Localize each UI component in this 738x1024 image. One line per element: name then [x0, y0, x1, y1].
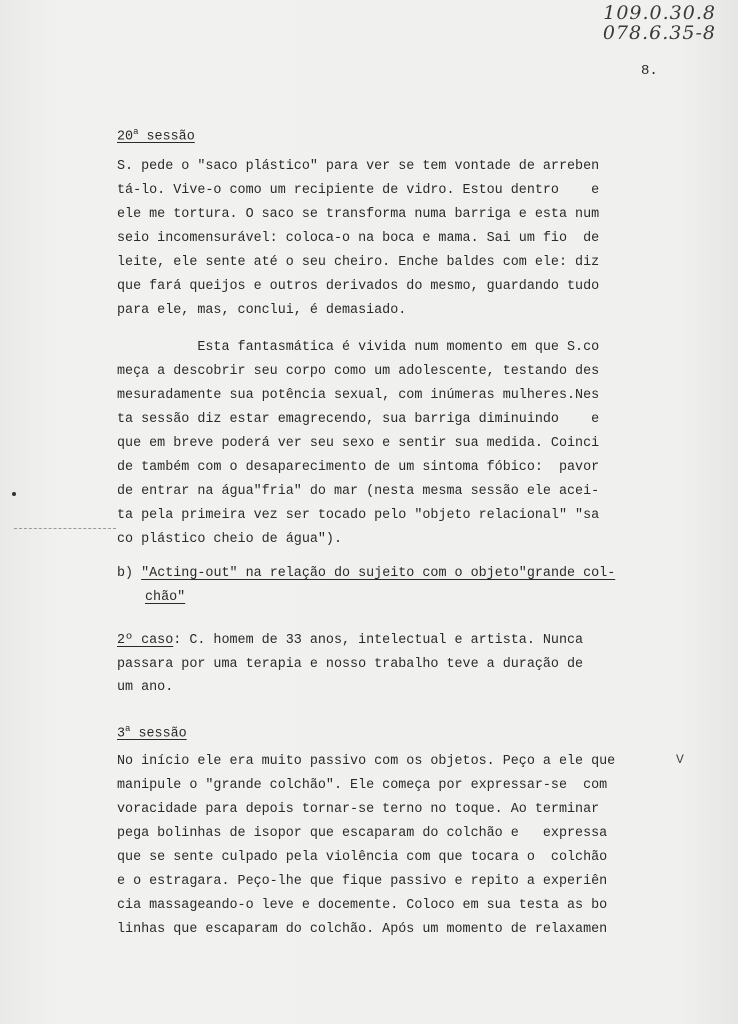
margin-check-mark: V: [676, 752, 684, 767]
paragraph-line: tá-lo. Vive-o como um recipiente de vidro. Estou dentro e: [117, 183, 600, 198]
paragraph-line: mesuradamente sua potência sexual, com inúmeras mulheres.Nes: [117, 388, 600, 403]
paragraph-line: linhas que escaparam do colchão. Após um momento de relaxamen: [117, 922, 608, 937]
paragraph-line: que em breve poderá ver seu sexo e sentir sua medida. Coinci: [117, 436, 600, 451]
section-heading-3: [117, 721, 187, 742]
heading-ordinal: a: [133, 127, 139, 137]
archive-code-2: 078.6.35-8: [602, 22, 716, 44]
case-label: 2º caso: [117, 633, 174, 648]
heading-text: sessão: [138, 129, 195, 145]
list-letter: b): [117, 566, 134, 581]
paragraph-line: No início ele era muito passivo com os objetos. Peço a ele que: [117, 754, 616, 769]
paragraph-line: para ele, mas, conclui, é demasiado.: [117, 303, 407, 318]
paragraph-line: de também com o desaparecimento de um sintoma fóbico: pavor: [117, 460, 600, 475]
paragraph-line: cia massageando-o leve e docemente. Coloco em sua testa as bo: [117, 898, 608, 913]
fold-line-mark: [14, 528, 116, 529]
binding-hole-mark: [12, 492, 16, 496]
paragraph-line: seio incomensurável: coloca-o na boca e mama. Sai um fio de: [117, 231, 600, 246]
list-item-b: [117, 566, 615, 582]
paragraph-line: passara por uma terapia e nosso trabalho teve a duração de: [117, 657, 584, 672]
paragraph-line: voracidade para depois tornar-se terno no toque. Ao terminar: [117, 802, 600, 817]
paragraph-line: co plástico cheio de água").: [117, 532, 342, 547]
paragraph-line: um ano.: [117, 680, 174, 695]
paragraph-line: manipule o "grande colchão". Ele começa por expressar-se com: [117, 778, 608, 793]
paragraph-line: e o estragara. Peço-lhe que fique passivo e repito a experiên: [117, 874, 608, 889]
section-heading-20: [117, 124, 195, 145]
heading-number: 3: [117, 726, 126, 742]
heading-number: 20: [117, 129, 134, 145]
paragraph-line: Esta fantasmática é vivida num momento em que S.co: [117, 340, 600, 355]
paragraph-line: pega bolinhas de isopor que escaparam do colchão e expressa: [117, 826, 608, 841]
paragraph-line: ele me tortura. O saco se transforma numa barriga e esta num: [117, 207, 600, 222]
archive-code-1: 109.0.30.8: [603, 2, 716, 24]
paragraph-line: ta sessão diz estar emagrecendo, sua barriga diminuindo e: [117, 412, 600, 427]
paragraph-line: ta pela primeira vez ser tocado pelo "objeto relacional" "sa: [117, 508, 600, 523]
paragraph-line: leite, ele sente até o seu cheiro. Enche baldes com ele: diz: [117, 255, 600, 270]
case-intro: [117, 633, 583, 649]
list-item-title: "Acting-out" na relação do sujeito com o objeto"grande col-: [141, 566, 616, 581]
list-item-title-cont: chão": [145, 590, 186, 605]
heading-ordinal: a: [125, 724, 131, 734]
paragraph-line: que fará queijos e outros derivados do mesmo, guardando tudo: [117, 279, 600, 294]
case-text: : C. homem de 33 anos, intelectual e artista. Nunca: [173, 633, 584, 648]
paragraph-line: meça a descobrir seu corpo como um adolescente, testando des: [117, 364, 600, 379]
page-number: 8.: [641, 63, 658, 79]
heading-text: sessão: [130, 726, 187, 742]
paragraph-line: de entrar na água"fria" do mar (nesta mesma sessão ele acei-: [117, 484, 600, 499]
paragraph-line: que se sente culpado pela violência com que tocara o colchão: [117, 850, 608, 865]
paragraph-line: S. pede o "saco plástico" para ver se tem vontade de arreben: [117, 159, 600, 174]
